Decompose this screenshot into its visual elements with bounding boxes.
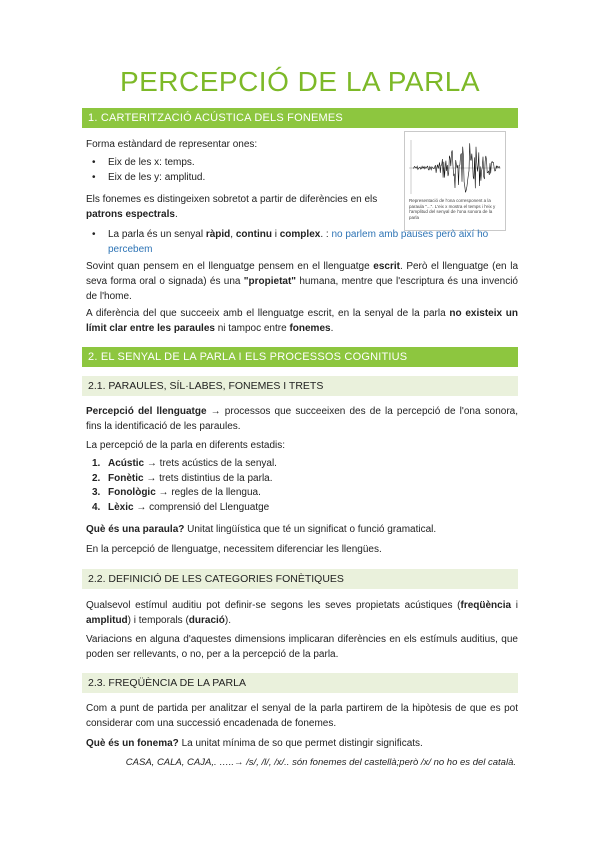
page-title: PERCEPCIÓ DE LA PARLA (119, 66, 481, 97)
waveform-image (405, 134, 505, 198)
bold-term: ràpid (205, 229, 231, 240)
text: ni tampoc entre (214, 323, 290, 334)
spectral-paragraph (86, 192, 398, 222)
bold-term: escrit (373, 261, 400, 272)
bold-term: Què és un fonema? (86, 738, 179, 749)
text: Sovint quan pensem en el llenguatge pensem en el llenguatge (86, 261, 374, 272)
text: Unitat lingüística que té un significat o funció gramatical. (184, 524, 437, 535)
intro-text: Forma estàndard de representar ones: (86, 139, 258, 150)
text: , (230, 229, 236, 240)
speech-bullet-list (86, 227, 516, 257)
example-line: CASA, CALA, CAJA,. …..→ /s/, /l/, /x/.. són fonemes del castellà;però /x/ no ho es del català. (125, 757, 516, 768)
section-2-heading: 2. EL SENYAL DE LA PARLA I ELS PROCESSOS COGNITIUS (82, 347, 518, 367)
text: i (511, 600, 519, 611)
axis-bullet-list (86, 155, 386, 185)
bold-term: no existeix un límit clar entre les paraules (86, 308, 518, 334)
subsection-2-3-heading: 2.3. FREQÜÈNCIA DE LA PARLA (82, 673, 518, 693)
stage-name: Fonètic (108, 472, 144, 484)
item-number: 1. (92, 458, 101, 469)
list-item: • Eix de les x: temps. (86, 155, 386, 170)
section-1-heading: 1. CARTERITZACIÓ ACÚSTICA DELS FONEMES (82, 108, 518, 128)
stage-name: Acústic (108, 458, 145, 469)
text: Qualsevol estímul auditiu pot definir-se segons les seves propietats acústiques ( (86, 600, 461, 611)
paragraph-text: Els fonemes es distingeixen sobretot a partir de diferències en els (86, 194, 378, 205)
variations-paragraph: Variacions en alguna d'aquestes dimensions implicaran diferències en els estímuls auditius, que poden ser rellevants, o no, per a la percepció de la parla. (86, 634, 518, 660)
stage-desc: → trets distintius de la parla. (143, 472, 273, 484)
text: . : (320, 229, 332, 240)
bold-term: freqüència (460, 600, 512, 611)
text: La parla és un senyal (108, 229, 206, 240)
boundaries-paragraph (86, 306, 518, 336)
text: . (330, 323, 334, 334)
item-number: 3. (92, 487, 101, 498)
written-language-paragraph (86, 259, 518, 304)
text: → processos que succeeixen des de la percepció de l'ona sonora, fins la identificació de les paraules. (86, 406, 518, 432)
sequence-paragraph: Com a punt de partida per analitzar el senyal de la parla partirem de la hipòtesis de que es pot considerar com una successió encadenada de fonemes. (86, 703, 518, 729)
bold-term: Què és una paraula? (86, 524, 185, 535)
text: ). (224, 615, 232, 626)
list-item: • Eix de les y: amplitud. (86, 170, 386, 185)
word-question (86, 522, 518, 537)
stage-name: Fonològic (108, 487, 156, 498)
list-item (86, 501, 486, 516)
bold-term: patrons espectrals (86, 209, 175, 220)
text: . Però el llenguatge (en la seva forma oral o signada) és una (86, 261, 519, 287)
bold-term: duració (188, 615, 225, 626)
stage-desc: → regles de la llengua. (155, 487, 261, 498)
stage-desc: → comprensió del Llenguatge (133, 501, 270, 513)
phoneme-question (86, 736, 518, 751)
bold-term: continu (235, 229, 272, 240)
text: ) i temporals ( (127, 615, 189, 626)
list-item (86, 486, 486, 501)
blue-note: no parlem amb pauses però així ho percebem (108, 229, 489, 255)
bold-term: complex (279, 229, 321, 240)
text: La unitat mínima de so que permet distingir significats. (178, 738, 423, 749)
text: A diferència del que succeeix amb el llenguatge escrit, en la senyal de la parla (86, 308, 450, 319)
bold-term: fonemes (289, 323, 331, 334)
item-number: 2. (92, 472, 101, 484)
stage-name: Lèxic (108, 501, 134, 513)
stage-desc: → trets acústics de la senyal. (144, 458, 277, 469)
bold-term: Percepció del llenguatge (86, 406, 207, 417)
list-item (86, 472, 486, 487)
list-item (86, 227, 516, 257)
item-number: 4. (92, 501, 101, 513)
bold-term: "propietat" (243, 276, 297, 287)
bold-term: amplitud (86, 615, 128, 626)
subsection-2-2-heading: 2.2. DEFINICIÓ DE LES CATEGORIES FONÈTIQUES (82, 569, 518, 589)
paragraph-text: . (174, 209, 178, 220)
subsection-2-1-heading: 2.1. PARAULES, SÍL·LABES, FONEMES I TRETS (82, 376, 518, 396)
figure-caption: Representació de l'ona corresponent a la paraula "...". L'eix x mostra el temps i l'eix y l'amplitud del senyal de l'ona sonora de la parla (409, 198, 496, 220)
stimulus-paragraph (86, 598, 518, 628)
waveform-figure (404, 131, 506, 231)
text: humana, mentre que l'escriptura és una invenció de l'home. (86, 276, 518, 302)
stages-list (86, 457, 486, 515)
stages-intro: La percepció de la parla en diferents estadis: (86, 440, 286, 451)
perception-paragraph (86, 404, 518, 434)
languages-paragraph: En la percepció de llenguatge, necessitem diferenciar les llengües. (86, 544, 382, 555)
list-item (86, 457, 486, 472)
text: i (271, 229, 280, 240)
